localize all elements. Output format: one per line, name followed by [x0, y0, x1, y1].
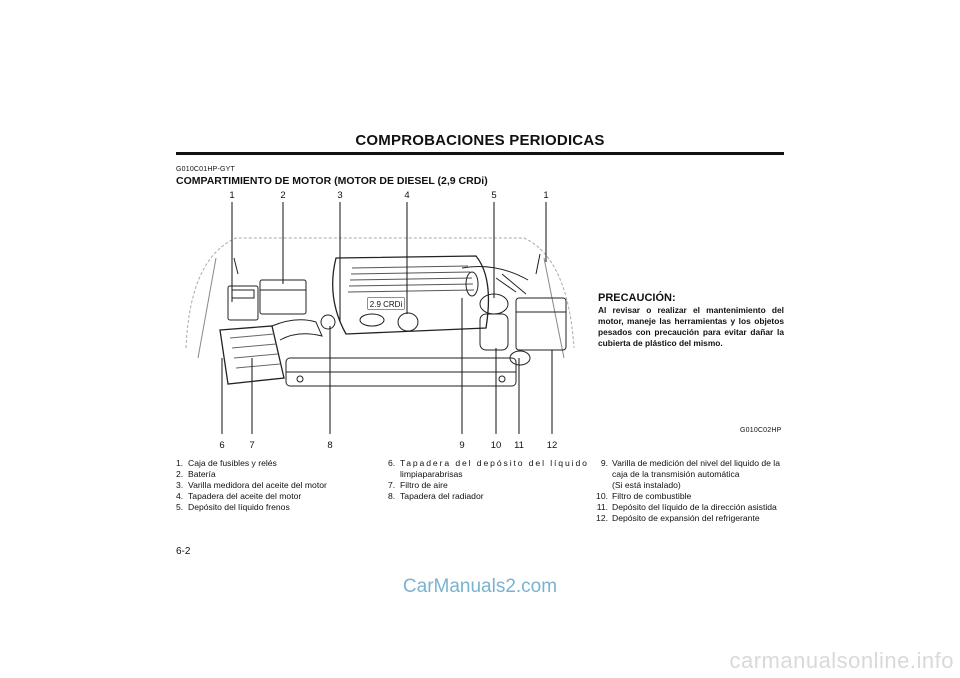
list-item-continuation: limpiaparabrisas	[400, 469, 463, 479]
watermark-carmanualsonline[interactable]: carmanualsonline.info	[729, 648, 954, 673]
callout-bottom-12: 12	[546, 440, 558, 451]
list-item-continuation: (Si está instalado)	[612, 480, 681, 490]
list-item: 6. Tapadera del depósito del líquido	[388, 458, 589, 468]
engine-badge-text: 2.9 CRDi	[369, 300, 403, 309]
list-item: 11. Depósito del líquido de la dirección asistida	[596, 502, 777, 512]
watermark-carmanuals2[interactable]: CarManuals2.com	[402, 576, 558, 597]
list-item: 12. Depósito de expansión del refrigerante	[596, 513, 760, 523]
caution-text: Al revisar o realizar el mantenimiento del motor, maneje las herramientas y los objetos pesados con precaución para evitar dañar la cubierta de plástico del mismo.	[598, 305, 784, 348]
section-title: COMPARTIMIENTO DE MOTOR (MOTOR DE DIESEL (2,9 CRDi)	[176, 175, 488, 187]
callout-top-2: 2	[280, 190, 286, 201]
legend-column-3	[594, 458, 780, 524]
header-divider	[176, 152, 784, 155]
list-item: 10. Filtro de combustible	[596, 491, 692, 501]
list-item: 2. Batería	[176, 469, 216, 479]
list-item: 9. Varilla de medición del nivel del liquido de la	[600, 458, 780, 468]
list-item: 3. Varilla medidora del aceite del motor	[176, 480, 327, 490]
callout-bottom-10: 10	[490, 440, 502, 451]
legend-column-2	[388, 458, 589, 502]
list-item: 7. Filtro de aire	[388, 480, 448, 490]
callout-bottom-7: 7	[249, 440, 255, 451]
callout-top-1b: 1	[543, 190, 549, 201]
list-item: 1. Caja de fusibles y relés	[176, 458, 277, 468]
page-header-title: COMPROBACIONES PERIODICAS	[355, 132, 605, 149]
list-item: 8. Tapadera del radiador	[388, 491, 484, 501]
list-item: 5. Depósito del líquido frenos	[176, 502, 290, 512]
callout-top-3: 3	[337, 190, 343, 201]
callout-bottom-6: 6	[219, 440, 225, 451]
callout-bottom-9: 9	[459, 440, 465, 451]
callout-top-4: 4	[404, 190, 410, 201]
callout-bottom-11: 11	[514, 440, 524, 451]
legend-column-1	[176, 458, 327, 513]
page-number: 6-2	[176, 546, 191, 557]
caution-title: PRECAUCIÓN:	[598, 292, 676, 304]
engine-bay-illustration	[176, 198, 584, 434]
section-code: G010C01HP-GYT	[176, 166, 236, 173]
callout-top-1: 1	[229, 190, 235, 201]
callout-top-5: 5	[491, 190, 497, 201]
callout-bottom-8: 8	[327, 440, 333, 451]
list-item-continuation: caja de la transmisión automática	[612, 469, 740, 479]
figure-code: G010C02HP	[740, 427, 782, 434]
list-item: 4. Tapadera del aceite del motor	[176, 491, 302, 501]
